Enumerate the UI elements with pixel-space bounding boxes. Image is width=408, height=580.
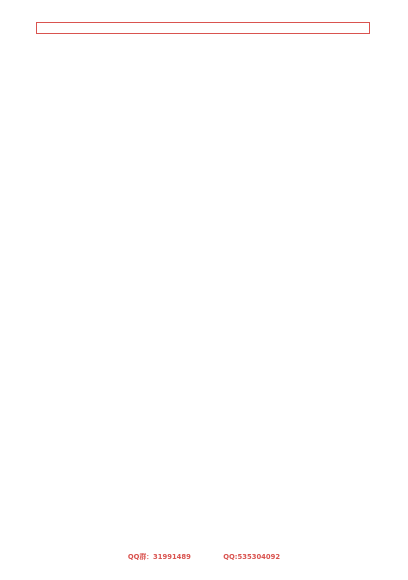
contact-footer (0, 551, 408, 563)
footer-qq-group: QQ群：31991489 (127, 553, 191, 561)
header-banner (36, 22, 370, 34)
footer-contact: QQ:535304092 (223, 553, 281, 561)
document-body (36, 50, 372, 538)
